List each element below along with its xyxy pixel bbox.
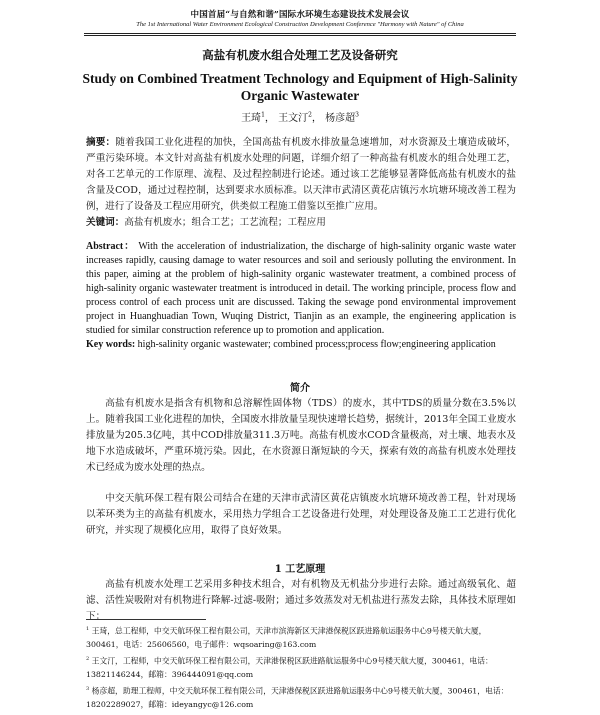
author-name: 杨彦超 [325,113,356,124]
footnote-text: 王琦，总工程师，中交天航环保工程有限公司，天津市滨海新区天津港保税区跃进路航运服务中心9号楼天航大厦，300461，电话：25606560，电子邮件：wqsoaring@163.com [86,626,487,649]
paper-title-cn: 高盐有机废水组合处理工艺及设备研究 [202,48,398,62]
author-list [0,109,600,124]
author-name: 王文汀 [278,113,309,124]
section-heading-intro: 简介 [290,383,310,394]
author-mark: 1 [261,111,265,119]
footnote [86,683,516,711]
abstract-en [86,240,516,352]
author-mark: 2 [308,111,312,119]
author-name: 王琦 [241,113,262,124]
author-separator: ， [311,113,322,124]
principle-paragraph: 高盐有机废水处理工艺采用多种技术组合，对有机物及无机盐分步进行去除。通过高级氧化、超滤、活性炭吸附对有机物进行降解-过滤-吸附；通过多效蒸发对无机盐进行蒸发去除，具体技术原理如下： [86,579,516,622]
header-rule-thin [84,35,516,36]
abstract-cn [86,135,516,215]
footnote [86,653,516,681]
keywords-en-text: high-salinity organic wastewater; combined process;process flow;engineering application [137,339,496,350]
author-mark: 3 [355,111,359,119]
paper-title-en: Study on Combined Treatment Technology and Equipment of High-Salinity Organic Wastewater [82,71,518,103]
footnote-mark: 1 [86,626,90,632]
keywords-cn-label: 关键词： [86,217,125,228]
abstract-cn-text: 随着我国工业化进程的加快，全国高盐有机废水排放量急速增加，对水资源及土壤造成破坏，严重污染环境。本文针对高盐有机废水处理的问题，详细介绍了一种高盐有机废水的组合处理工艺，对各工艺单元的工作原理、流程、及过程控制进行论述。通过该工艺能够显著降低高盐有机废水的盐含量及COD，通过过程控制，达到要求水质标准。以天津市武清区黄花店镇污水坑塘环境改善工程为例，进行了设备及工程应用研究，供类似工程施工借鉴以至推广应用。 [86,137,517,212]
footnote-text: 王文汀，工程师，中交天航环保工程有限公司，天津港保税区跃进路航运服务中心9号楼天航大厦，300461，电话：13821146244，邮箱：396444091@qq.com [86,656,493,679]
keywords-cn [86,215,516,231]
keywords-en-label: Key words: [86,339,136,350]
conference-title-en: The 1st International Water Environment Ecological Construction Development Conference "Harmony with Nature" of China [136,21,464,28]
footnote-mark: 2 [86,656,90,662]
abstract-cn-label: 摘要： [86,137,116,148]
footnote-mark: 3 [86,686,90,692]
footnote-rule [86,619,206,620]
conference-title-cn: 中国首届“与自然和谐”国际水环境生态建设技术发展会议 [190,10,410,20]
abstract-en-text: With the acceleration of industrialization, the discharge of high-salinity organic waste water increases rapidly, causing damage to water resources and soil and seriously polluting the environment. In this paper, aiming at the problem of high-salinity organic wastewater treatment, a combined process of high-salinity organic wastewater treatment is introduced in detail. The working principle, process flow and process control of each process unit are discussed. Taking the sewage pond environmental improvement project in Huanghuadian Town, Wuqing District, Tianjin as an example, the engineering application is studied for similar construction reference up to promotion and application. [86,241,516,336]
header-rule [84,33,516,34]
author-separator: ， [264,113,275,124]
intro-paragraph: 高盐有机废水是指含有机物和总溶解性固体物（TDS）的废水，其中TDS的质量分数在3.5%以上。随着我国工业化进程的加快，全国废水排放量呈现快速增长趋势，据统计，2013年全国工业废水排放量为205.3亿吨，其中COD排放量311.3万吨。高盐有机废水COD含量极高，对土壤、地表水及地下水造成破坏，严重环境污染。因此，在水资源日渐短缺的今天，探索有效的高盐有机废水处理技术已经成为废水处理的热点。 [86,398,516,473]
footnote-text: 杨彦超，助理工程师，中交天航环保工程有限公司，天津港保税区跃进路航运服务中心9号楼天航大厦，300461，电话：18202289027，邮箱：ideyangyc@126.com [86,686,509,709]
keywords-cn-text: 高盐有机废水；组合工艺；工艺流程；工程应用 [124,217,326,228]
abstract-en-label: Abstract： [86,241,136,252]
intro-paragraph: 中交天航环保工程有限公司结合在建的天津市武清区黄花店镇废水坑塘环境改善工程，针对现场以苯环类为主的高盐有机废水，采用热力学组合工艺设备进行处理，对处理设备及施工工艺进行优化研究，并实现了规模化应用，取得了良好效果。 [86,493,516,536]
section-heading-principle: 1 工艺原理 [274,564,326,575]
footnote [86,623,516,651]
